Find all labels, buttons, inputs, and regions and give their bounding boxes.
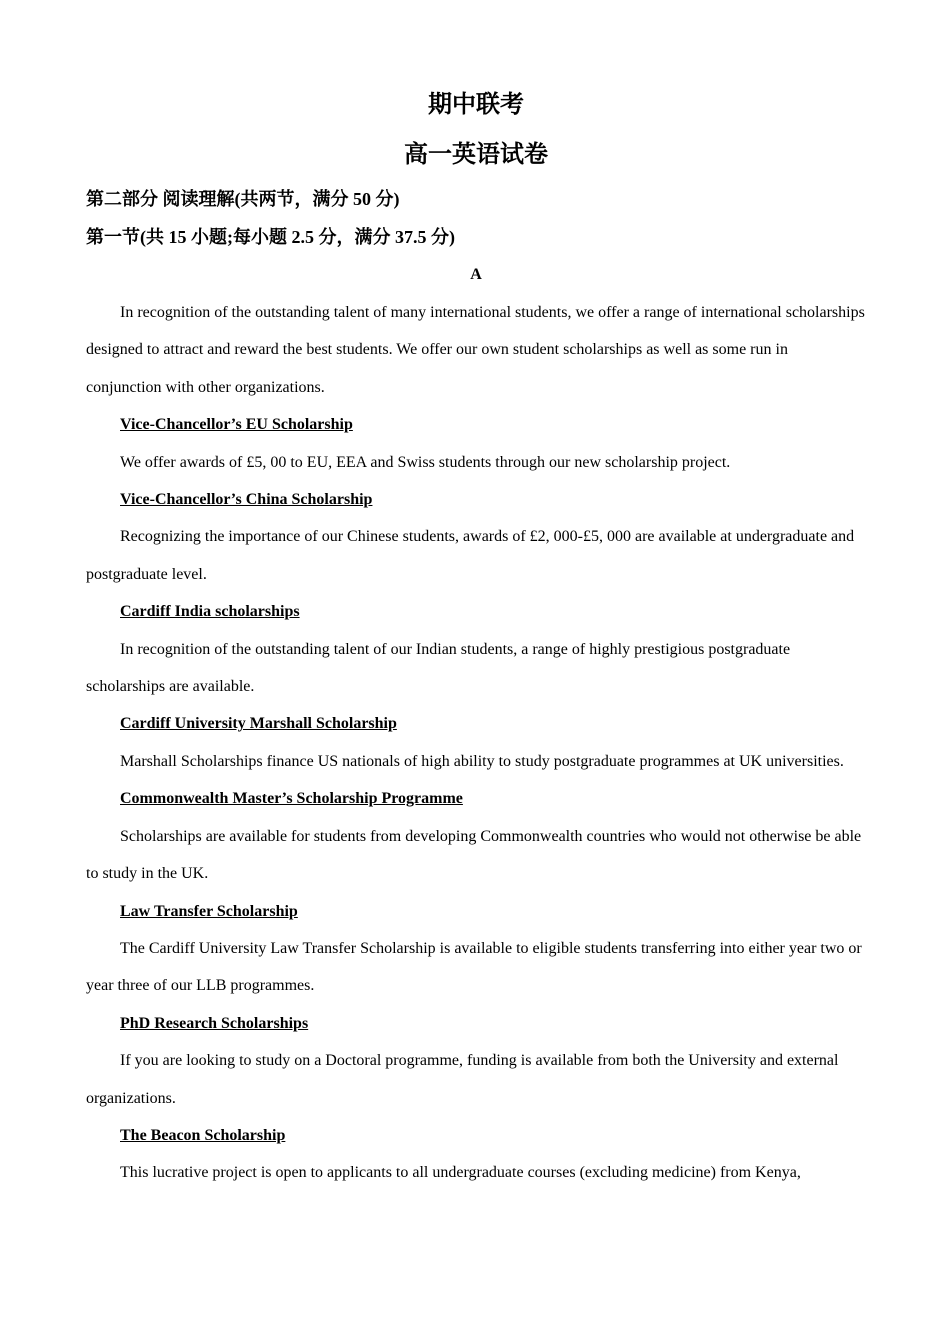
scholarship-heading: Cardiff University Marshall Scholarship xyxy=(120,715,397,733)
scholarship-heading: Vice-Chancellor’s China Scholarship xyxy=(120,491,373,509)
scholarship-description: If you are looking to study on a Doctoral programme, funding is available from both the University and external organizations. xyxy=(86,1052,839,1107)
scholarship-heading: Commonwealth Master’s Scholarship Programme xyxy=(120,790,463,808)
scholarship-description: This lucrative project is open to applicants to all undergraduate courses (excluding medicine) from Kenya, xyxy=(120,1164,801,1182)
exam-subtitle: 高一英语试卷 xyxy=(404,142,548,168)
scholarship-description: Recognizing the importance of our Chinese students, awards of £2, 000-£5, 000 are available at undergraduate and postgraduate level. xyxy=(86,528,855,583)
scholarship-description: Marshall Scholarships finance US nationals of high ability to study postgraduate programmes at UK universities. xyxy=(120,752,844,770)
scholarship-heading: PhD Research Scholarships xyxy=(120,1014,309,1032)
scholarship-description: The Cardiff University Law Transfer Scholarship is available to eligible students transferring into either year two or year three of our LLB programmes. xyxy=(86,939,862,995)
scholarship-heading: The Beacon Scholarship xyxy=(120,1126,286,1144)
exam-page xyxy=(86,80,866,1192)
intro-paragraph: In recognition of the outstanding talent of many international students, we offer a range of international scholarships designed to attract and reward the best students. We offer our own student scholarships as well as some run in conjunction with other organizations. xyxy=(86,304,865,396)
subsection-heading: 第一节(共 15 小题;每小题 2.5 分，满分 37.5 分) xyxy=(86,227,455,247)
scholarship-description: In recognition of the outstanding talent of our Indian students, a range of highly prestigious postgraduate scholarships are available. xyxy=(86,640,791,696)
scholarship-heading: Vice-Chancellor’s EU Scholarship xyxy=(120,416,353,434)
part-heading: 第二部分 阅读理解(共两节，满分 50 分) xyxy=(86,189,400,209)
scholarship-description: Scholarships are available for students from developing Commonwealth countries who would not otherwise be able to study in the UK. xyxy=(86,827,862,883)
exam-title: 期中联考 xyxy=(428,92,524,118)
scholarship-heading: Law Transfer Scholarship xyxy=(120,902,298,920)
scholarship-description: We offer awards of £5, 00 to EU, EEA and Swiss students through our new scholarship project. xyxy=(120,453,731,471)
passage-letter: A xyxy=(470,266,482,283)
scholarship-heading: Cardiff India scholarships xyxy=(120,603,300,621)
